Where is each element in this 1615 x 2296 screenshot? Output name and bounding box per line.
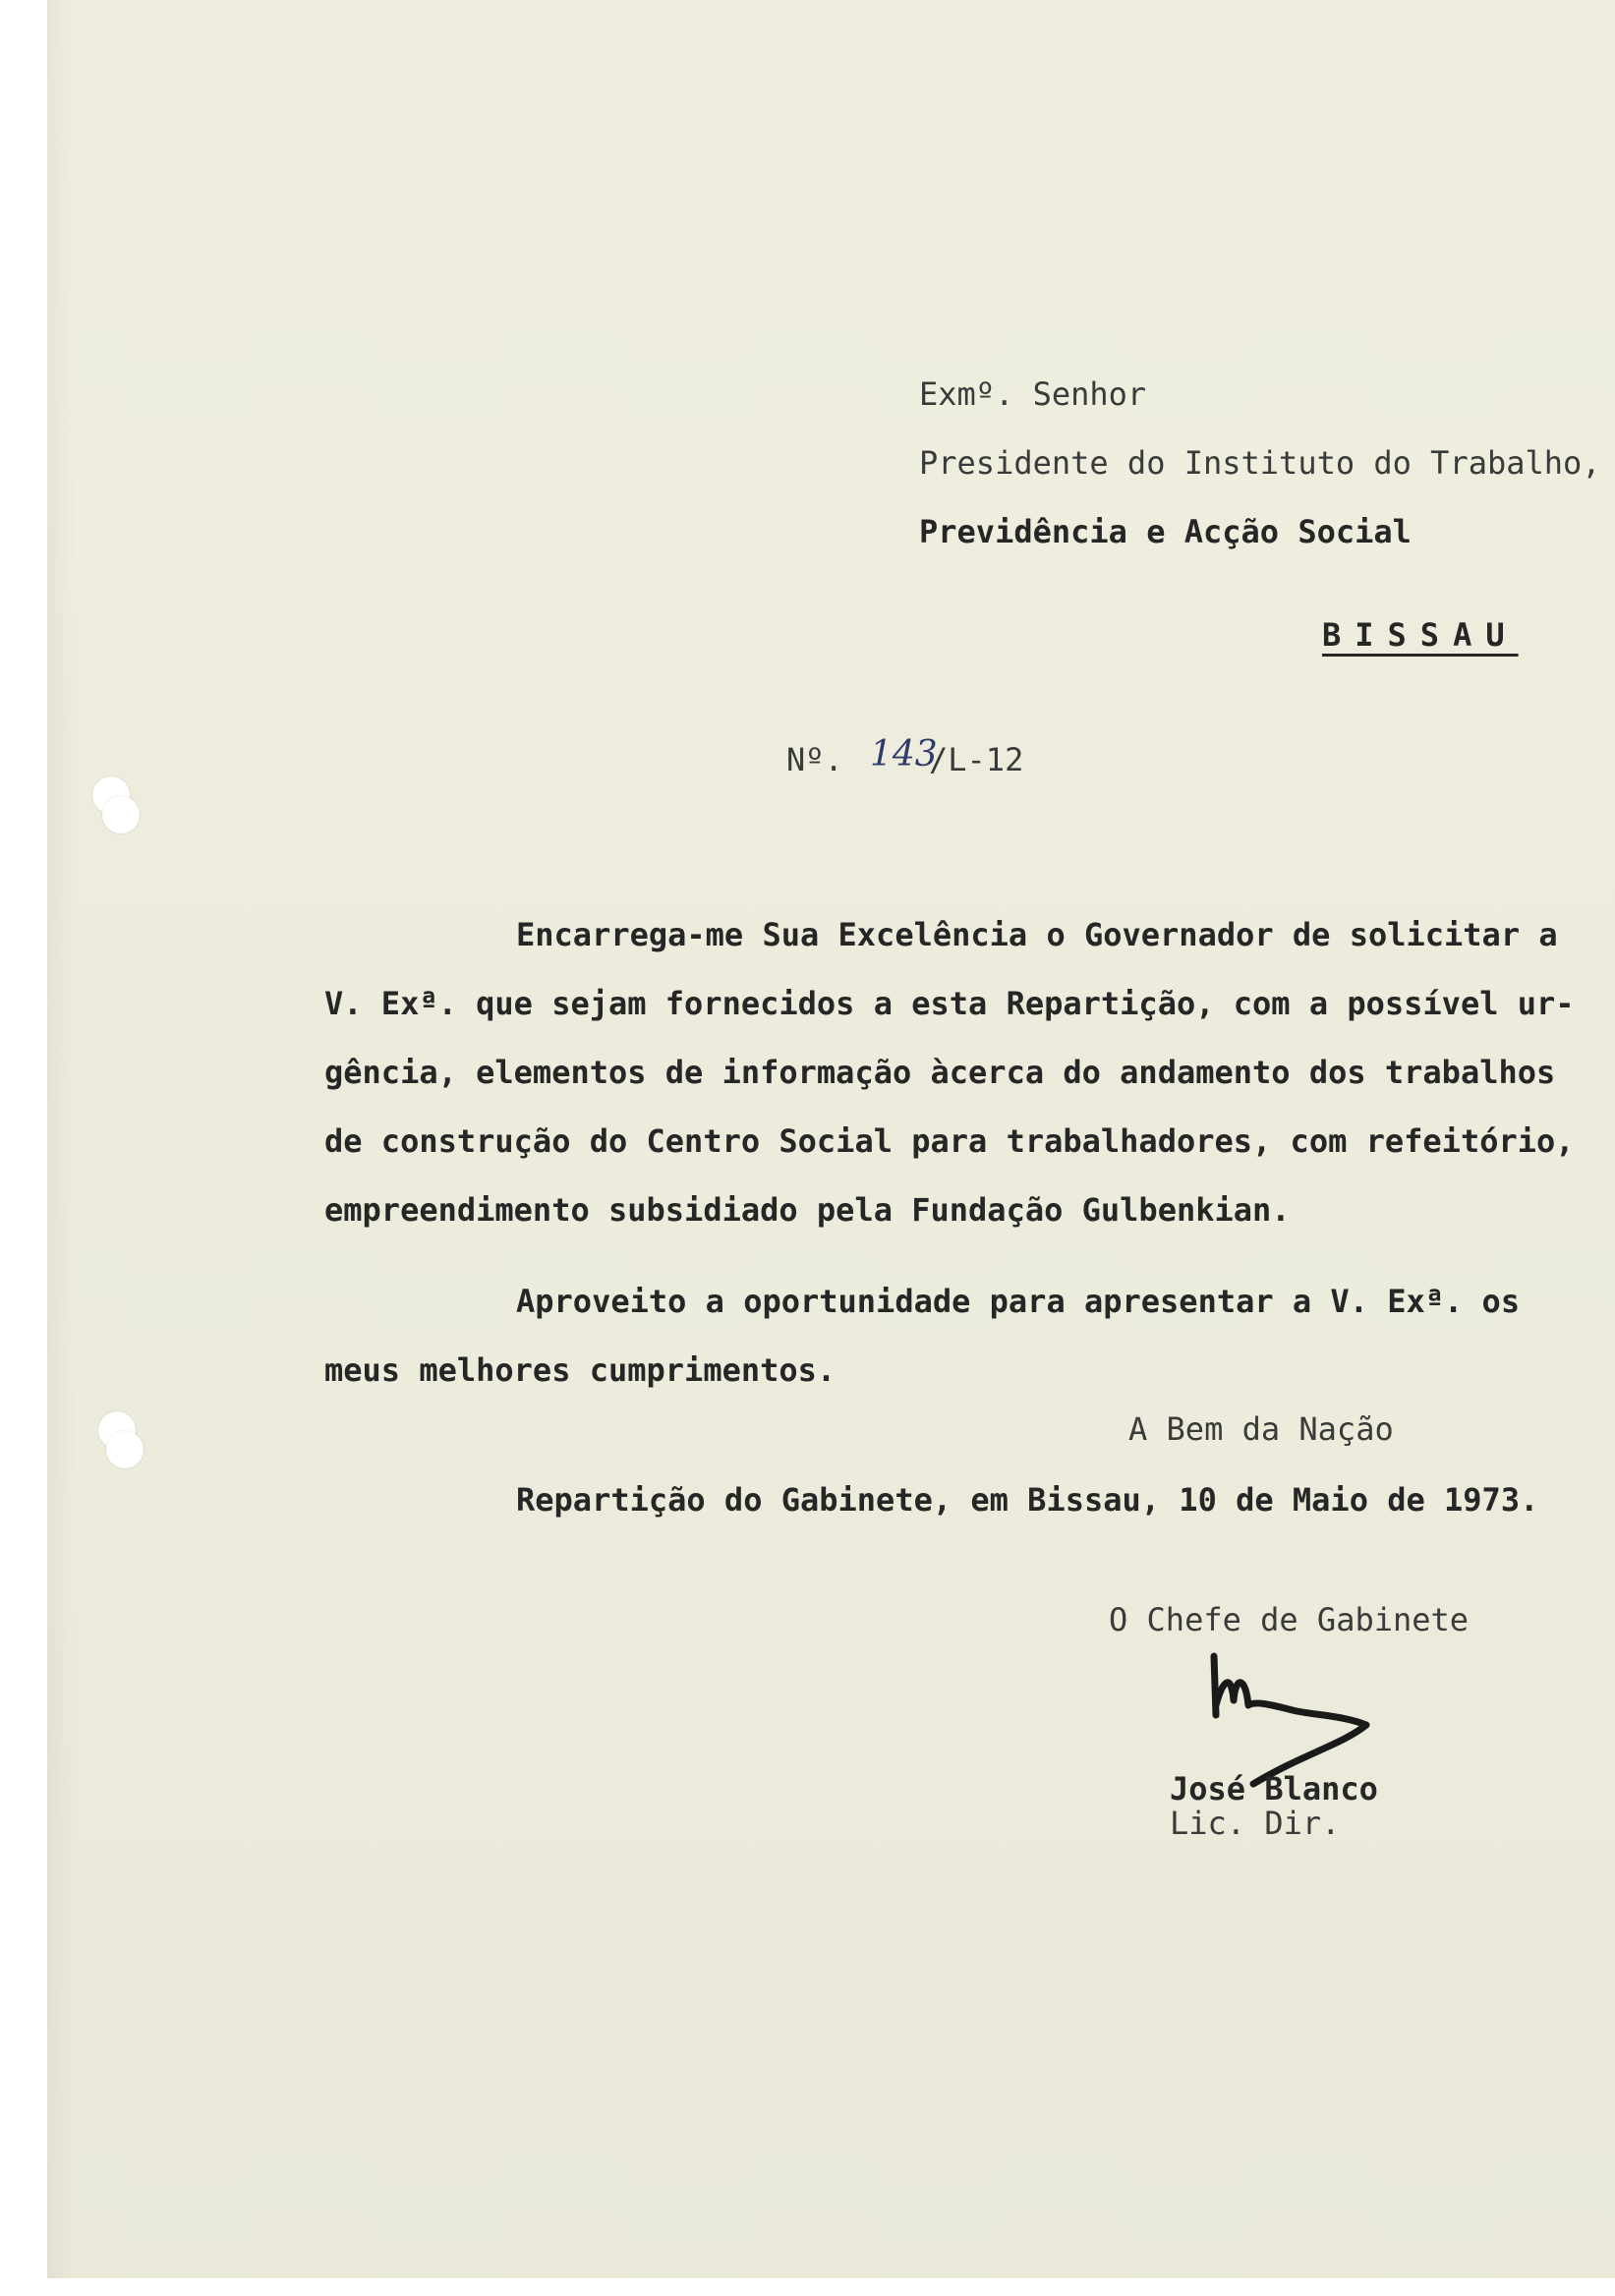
closing-motto: A Bem da Nação bbox=[1128, 1410, 1394, 1448]
recipient-city: BISSAU bbox=[1322, 616, 1519, 654]
recipient-line-1: Presidente do Instituto do Trabalho, bbox=[919, 444, 1601, 482]
body-p1-line-3: gência, elementos de informação àcerca do andamento dos trabalhos bbox=[324, 1054, 1556, 1091]
reference-suffix: /L-12 bbox=[929, 741, 1024, 778]
punch-hole-bottom-overlap bbox=[106, 1431, 144, 1468]
body-p1-line-4: de construção do Centro Social para trabalhadores, com refeitório, bbox=[324, 1122, 1575, 1160]
recipient-salutation: Exmº. Senhor bbox=[919, 375, 1147, 413]
reference-handwritten-number: 143 bbox=[870, 734, 938, 775]
closing-credential: Lic. Dir. bbox=[1170, 1805, 1341, 1842]
punch-hole-top-overlap bbox=[102, 796, 140, 833]
body-p1-line-1: Encarrega-me Sua Excelência o Governador de solicitar a bbox=[516, 916, 1558, 953]
body-p1-line-5: empreendimento subsidiado pela Fundação Gulbenkian. bbox=[324, 1191, 1291, 1229]
body-p2-line-1: Aproveito a oportunidade para apresentar a V. Exª. os bbox=[516, 1283, 1521, 1320]
reference-prefix: Nº. bbox=[786, 741, 843, 778]
recipient-line-2: Previdência e Acção Social bbox=[919, 513, 1412, 550]
closing-title: O Chefe de Gabinete bbox=[1109, 1601, 1470, 1638]
body-p2-line-2: meus melhores cumprimentos. bbox=[324, 1351, 836, 1389]
closing-name: José Blanco bbox=[1170, 1770, 1378, 1808]
body-p1-line-2: V. Exª. que sejam fornecidos a esta Repartição, com a possível ur- bbox=[324, 985, 1575, 1022]
closing-place-date: Repartição do Gabinete, em Bissau, 10 de Maio de 1973. bbox=[516, 1481, 1539, 1519]
